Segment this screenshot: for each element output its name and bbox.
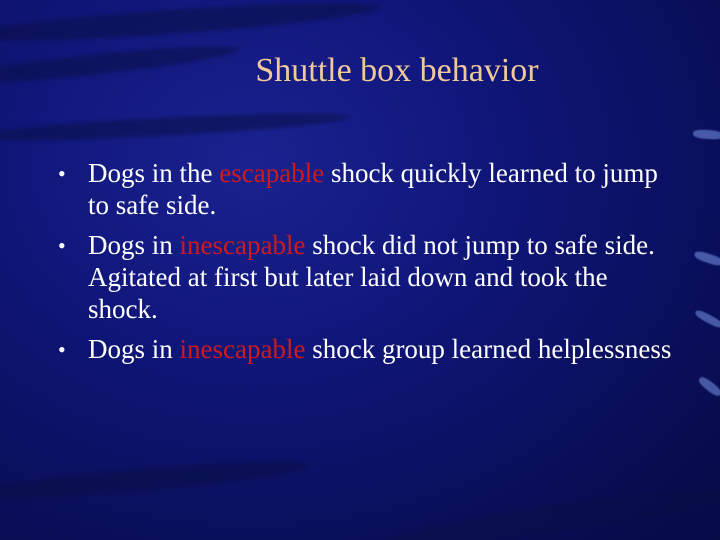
bullet-text: Dogs in [88,334,180,364]
background-streak-light [693,250,720,268]
bullet-text: shock quickly learned to jump to safe side. [88,158,658,220]
bullet-text: Dogs in the [88,158,220,188]
bullet-text: Dogs in [88,230,180,260]
bullet-list [58,157,678,365]
background-streak-light [693,129,720,140]
slide-title: Shuttle box behavior [255,52,539,89]
background-streak-light [694,308,720,329]
highlight-word: escapable [219,158,325,188]
background-streak-light [697,375,720,398]
background-streak [380,480,720,540]
bullet-icon: • [58,233,66,258]
background-streak [0,108,350,146]
bullet-item [58,157,678,221]
bullet-text: shock group learned helplessness [305,334,672,364]
background-streak [0,0,380,49]
highlight-word: inescapable [179,334,306,364]
highlight-word: inescapable [179,230,306,260]
bullet-item [58,229,678,325]
background-streak [0,454,310,507]
bullet-item [58,333,678,365]
bullet-icon: • [58,337,66,362]
bullet-text: shock did not jump to safe side. Agitated at first but later laid down and took the shock. [88,230,655,324]
bullet-icon: • [58,161,66,186]
